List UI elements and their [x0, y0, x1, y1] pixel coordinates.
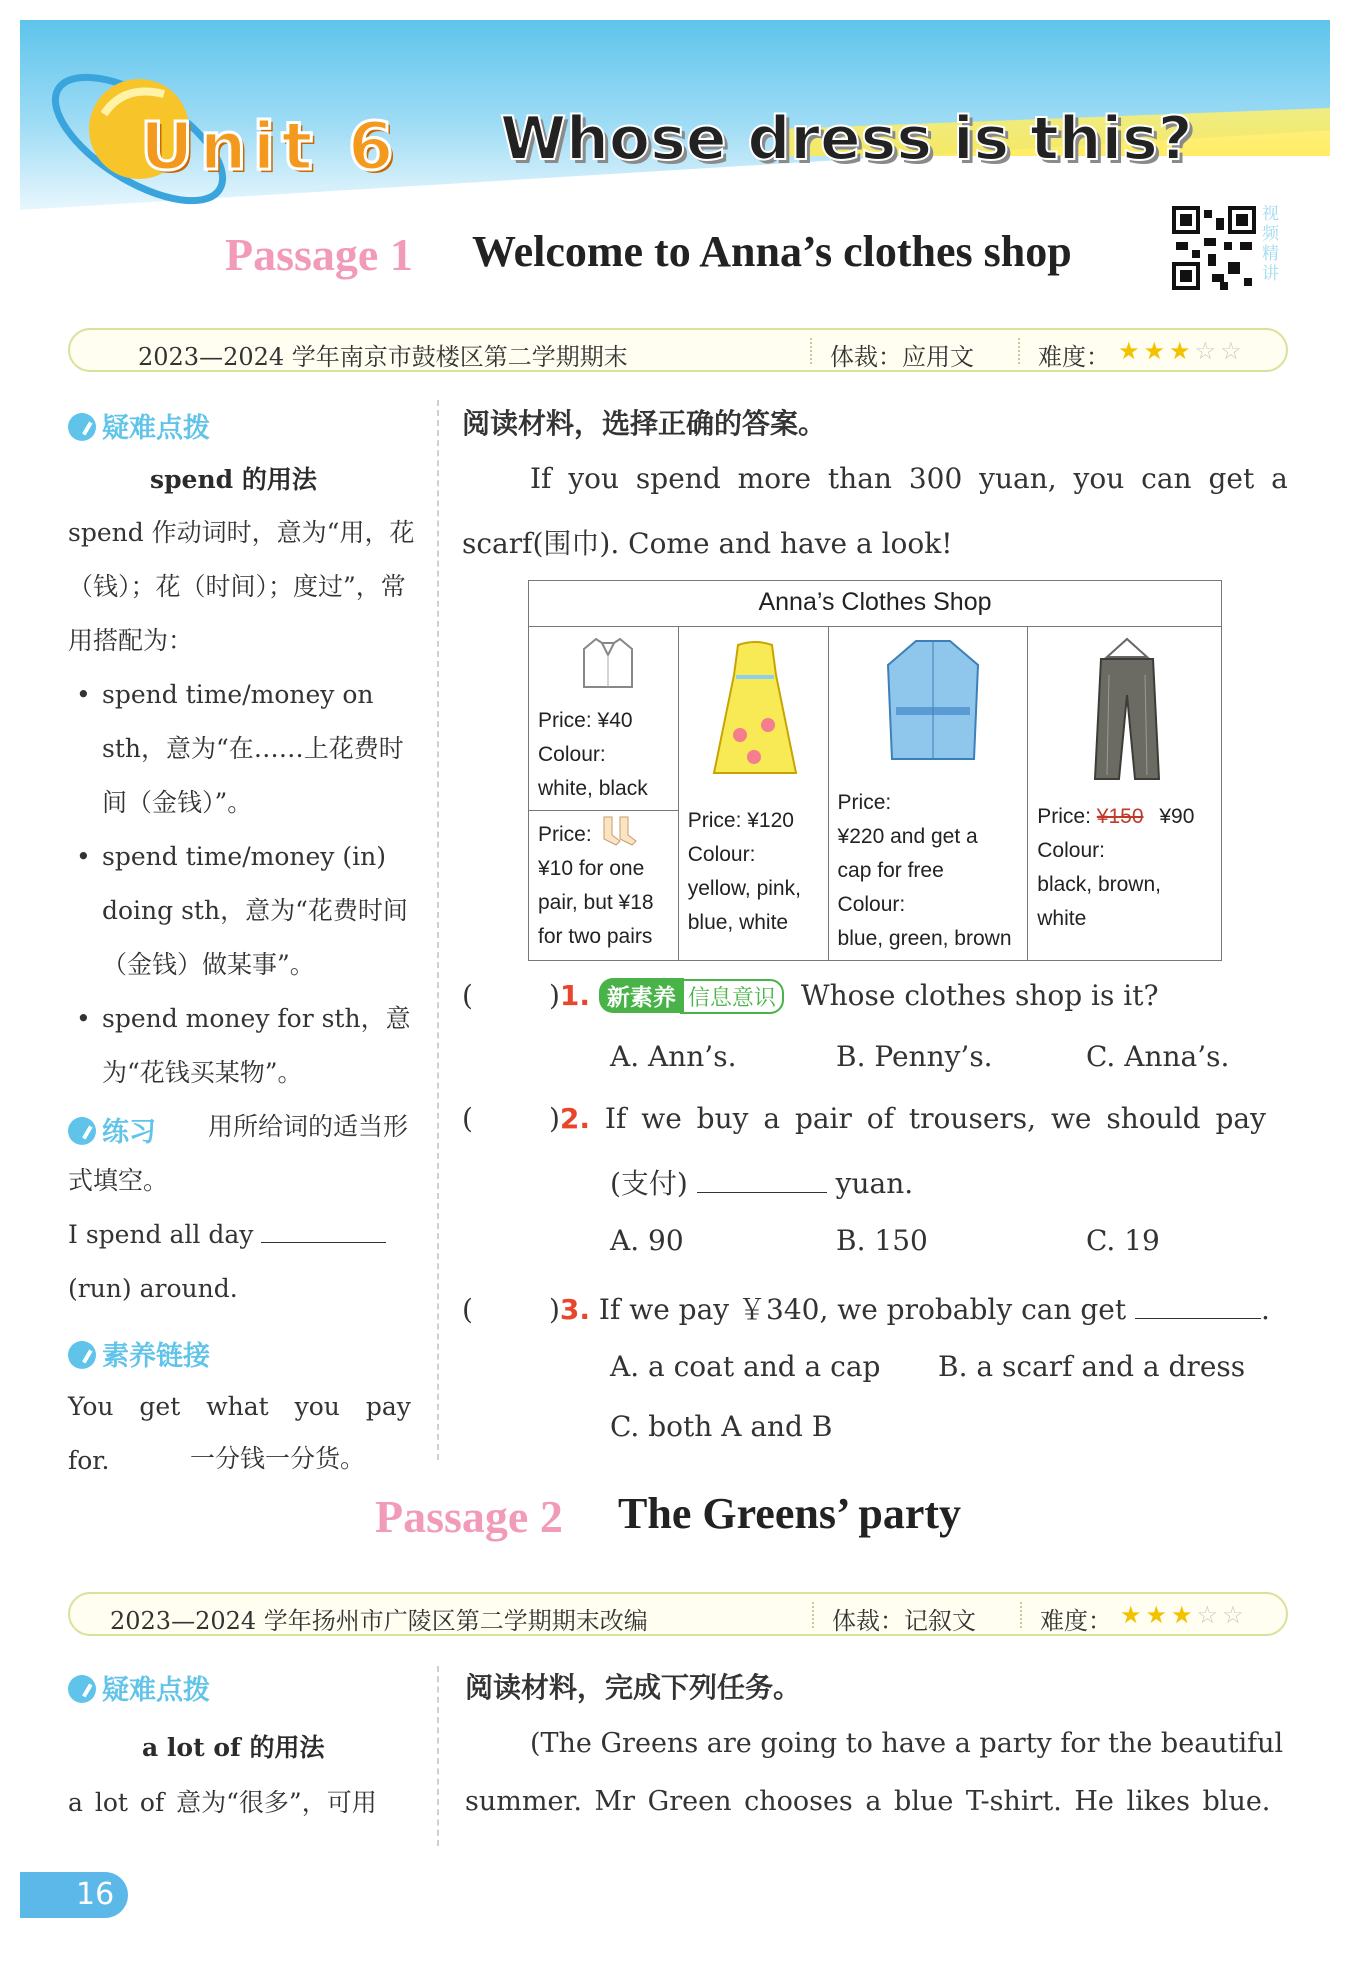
q2-option-a[interactable]: A. 90	[610, 1224, 684, 1257]
passage1-instruction: 阅读材料，选择正确的答案。	[462, 407, 827, 440]
qr-code-icon[interactable]	[1172, 206, 1256, 290]
column-divider	[437, 1666, 439, 1846]
pencil-icon	[68, 413, 96, 441]
unit-label: Unit 6	[140, 108, 400, 185]
coat-cell: Price: ¥220 and get a cap for free Colour: blue, green, brown	[828, 627, 1028, 961]
table-title: Anna’s Clothes Shop	[529, 581, 1222, 627]
passage1-title: Welcome to Anna’s clothes shop	[472, 227, 1072, 276]
new-price: ¥90	[1159, 805, 1195, 828]
q1-option-a[interactable]: A. Ann’s.	[610, 1040, 737, 1073]
q3-blank[interactable]	[1135, 1295, 1261, 1319]
trousers-cell: Price: ¥150 ¥90 Colour: black, brown, white	[1028, 627, 1222, 961]
side-heading-tips: 疑难点拨	[68, 406, 210, 445]
practice-prompt: 用所给词的适当形式填空。	[68, 1112, 409, 1195]
difficulty-stars	[1118, 337, 1246, 365]
star-filled-icon: ★	[1118, 337, 1144, 365]
column-divider	[437, 400, 439, 1460]
shirt-cell: Price: ¥40 Colour: white, black	[529, 627, 679, 811]
source-text: 2023—2024 学年扬州市广陵区第二学期期末改编	[110, 1607, 648, 1635]
pencil-icon	[68, 1675, 96, 1703]
trousers-icon	[1077, 635, 1177, 785]
source-text: 2023—2024 学年南京市鼓楼区第二学期期末	[138, 343, 628, 371]
coat-icon	[878, 635, 988, 765]
star-empty-icon: ☆	[1222, 1601, 1248, 1629]
passage2-info-bar	[68, 1592, 1288, 1636]
passage2-line-1: (The Greens are going to have a party for the beautiful	[530, 1728, 1284, 1759]
q2-option-c[interactable]: C. 19	[1086, 1224, 1160, 1257]
saying-english: You get what you pay for.	[68, 1392, 411, 1475]
star-empty-icon: ☆	[1194, 337, 1221, 365]
side-bullet-3: • spend money for sth，意为“花钱买某物”。	[76, 1004, 411, 1087]
side-topic: spend 的用法	[150, 465, 317, 494]
side-intro-2: a lot of 意为“很多”，可用	[68, 1788, 377, 1817]
difficulty-label: 难度：	[1040, 1607, 1112, 1635]
passage2-line-2: summer. Mr Green chooses a blue T-shirt. He likes blue.	[465, 1786, 1271, 1817]
question-1: ( )1. 新素养 信息意识 Whose clothes shop is it?	[462, 979, 1159, 1012]
passage1-info-bar	[68, 328, 1288, 372]
q3-option-c[interactable]: C. both A and B	[610, 1410, 833, 1443]
q3-option-a[interactable]: A. a coat and a cap	[610, 1350, 881, 1383]
qr-caption: 视频精讲	[1262, 204, 1279, 284]
clothes-shop-table	[528, 580, 1222, 961]
side-heading-practice: 练习	[68, 1110, 156, 1149]
divider	[812, 1602, 814, 1628]
answer-bracket[interactable]: (	[462, 1293, 473, 1326]
star-empty-icon: ☆	[1220, 337, 1246, 365]
difficulty-label: 难度：	[1038, 343, 1110, 371]
saying-chinese: 一分钱一分货。	[190, 1444, 366, 1473]
star-filled-icon: ★	[1145, 1601, 1172, 1629]
star-filled-icon: ★	[1171, 1601, 1197, 1629]
divider	[1020, 1602, 1022, 1628]
intro-line-2: scarf(围巾). Come and have a look!	[462, 527, 953, 560]
practice-sentence: I spend all day	[68, 1208, 418, 1262]
new-literacy-badge: 新素养	[599, 978, 684, 1013]
old-price: ¥150	[1096, 805, 1144, 828]
q3-option-b[interactable]: B. a scarf and a dress	[938, 1350, 1246, 1383]
divider	[810, 338, 812, 364]
link-icon	[68, 1341, 96, 1369]
star-filled-icon: ★	[1169, 337, 1195, 365]
star-filled-icon: ★	[1143, 337, 1170, 365]
genre-text: 体裁：记叙文	[832, 1607, 976, 1635]
intro-line-1: If you spend more than 300 yuan, you can get a	[530, 462, 1288, 495]
page-number: 16	[20, 1872, 128, 1918]
genre-text: 体裁：应用文	[830, 343, 974, 371]
passage2-title: The Greens’ party	[618, 1489, 961, 1538]
q1-option-c[interactable]: C. Anna’s.	[1086, 1040, 1230, 1073]
side-heading-tips-2: 疑难点拨	[68, 1668, 210, 1707]
side-intro: spend 作动词时，意为“用，花（钱）；花（时间）；度过”，常用搭配为：	[68, 518, 415, 655]
star-empty-icon: ☆	[1196, 1601, 1223, 1629]
passage2-instruction: 阅读材料，完成下列任务。	[465, 1671, 802, 1704]
socks-cell: Price: ¥10 for one pair, but ¥18 for two pairs	[529, 811, 679, 961]
answer-bracket[interactable]: (	[462, 1102, 473, 1135]
practice-sentence-end: (run) around.	[68, 1274, 238, 1303]
socks-icon	[598, 815, 642, 847]
question-3: ( )3. If we pay ￥340, we probably can get .	[462, 1293, 1270, 1326]
answer-bracket[interactable]: (	[462, 979, 473, 1012]
side-bullet-2: • spend time/money (in) doing sth，意为“花费时间（金钱）做某事”。	[76, 842, 408, 979]
dress-icon	[710, 635, 800, 785]
difficulty-stars	[1120, 1601, 1248, 1629]
shirt-icon	[578, 633, 638, 693]
page-title: Whose dress is this?	[500, 104, 1193, 174]
q1-option-b[interactable]: B. Penny’s.	[836, 1040, 993, 1073]
side-bullet-1: • spend time/money on sth，意为“在……上花费时间（金钱）”。	[76, 680, 404, 817]
divider	[1018, 338, 1020, 364]
q2-option-b[interactable]: B. 150	[836, 1224, 928, 1257]
question-2: ( )2. If we buy a pair of trousers, we should pay	[462, 1102, 1266, 1135]
star-filled-icon: ★	[1120, 1601, 1146, 1629]
side-heading-link: 素养链接	[68, 1334, 210, 1373]
side-topic-2: a lot of 的用法	[142, 1733, 325, 1762]
passage1-label: Passage 1	[225, 229, 413, 280]
q2-blank[interactable]	[697, 1169, 827, 1193]
passage2-label: Passage 2	[375, 1491, 563, 1542]
question-2-cont: (支付) yuan.	[610, 1167, 914, 1200]
info-awareness-badge: 信息意识	[680, 979, 784, 1014]
dress-cell: Price: ¥120 Colour: yellow, pink, blue, white	[678, 627, 828, 961]
practice-blank[interactable]	[261, 1219, 386, 1243]
